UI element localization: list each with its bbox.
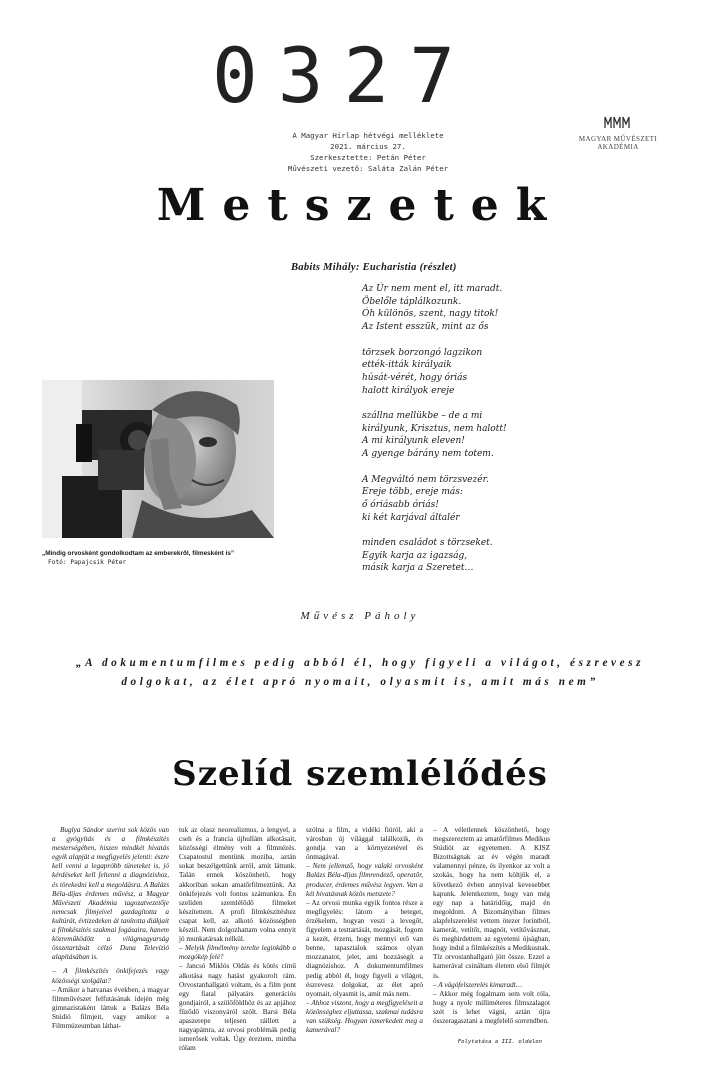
academy-name: MAGYAR MŰVÉSZETI AKADÉMIA (578, 135, 658, 151)
poem-stanza (362, 283, 582, 334)
academy-logo-block (558, 115, 678, 151)
poem-line: Az Istent esszük, mint az ős (362, 322, 489, 333)
portrait-photo (42, 380, 274, 538)
poem-line: törzsek borzongó lagzikon (362, 347, 483, 358)
poem-line: Az Úr nem ment el, itt maradt. (362, 284, 503, 294)
poem-stanza (362, 474, 582, 525)
photo-caption-block (42, 549, 302, 567)
poem-line: minden családot s törzseket. (362, 538, 493, 548)
poem-stanza (362, 347, 582, 398)
article-paragraph: – Ahhoz viszont, hogy a megfigyeléseit a közönséghez eljuttassa, szakmai tudásra van szükség. Hogyan ismerkedett meg a kamerával? (306, 998, 423, 1035)
article-paragraph: – Jancsó Miklós Oldás és kötés című alkotása nagy hatást gyakorolt rám. Orvostanhallgató voltam, és a film pont egy fiatal pályatárs generációs gondjairól, a szülőföldhöz és az apjához fűződő viszonyáról szólt. Barsi Béla apaszerepe teljesen ráillett a nagyapámra, az orvosi problémák pedig ismerősek voltak. Úgy éreztem, mintha rólam (179, 962, 296, 1053)
poem-line: A Megváltó nem törzsvezér. (362, 474, 489, 485)
article-paragraph: – A filmkészítés önkifejezés vagy közösségi szolgálat? (52, 967, 169, 985)
poem-line: Ereje több, ereje más: (362, 487, 463, 498)
poem-stanza (362, 410, 582, 461)
article-column-3 (306, 826, 423, 1053)
article-paragraph: szólna a film, a vidéki fiúról, aki a városban új világgal találkozik, és gondja van a környezetével és önmagával. (306, 826, 423, 862)
poem-line: Óh különös, szent, nagy titok! (362, 309, 499, 320)
poem-line: királyunk, Krisztus, nem halott! (362, 423, 507, 434)
poem-line: halott királyok ereje (362, 385, 455, 396)
editor-line: Szerkesztette: Petán Péter (310, 153, 426, 162)
article-paragraph: – Melyik filmélmény terelte leginkább a mozgókép felé? (179, 944, 296, 962)
supplement-line: A Magyar Hírlap hétvégi melléklete (292, 131, 444, 140)
article-paragraph: tuk az olasz neorealizmus, a lengyel, a cseh és a francia újhullám alkotásait, közösségi élmény volt a filmnézés. Csapatostul mentünk moziba, aztán sokat beszélgettünk arról, amit láttunk. Talán ennek köszönhető, hogy akkoriban sokan amatőrfilmeztünk. Az önkifejezés volt fontos számunkra. Én szelíden szemlélődő filmeket készítettem. A profi filmkészítéshez csapat kell, az alkotó közösségben készül. Nem dolgozhattam volna ennyit jó munkatársak nélkül. (179, 826, 296, 944)
art-director-line: Művészeti vezető: Saláta Zalán Péter (287, 164, 449, 173)
section-title: Metszetek (156, 180, 564, 231)
poem-line: ették-itták királyaik (362, 360, 452, 371)
poem-line: A mi királyunk eleven! (362, 436, 465, 447)
poem-line: A gyenge bárány nem totem. (362, 449, 494, 460)
article-paragraph: – A véletlennek köszönhető, hogy megszereztem az amatőrfilmes Medikus Stúdiót az egyetemen. A KISZ Bizottságnak az év végén maradt valamennyi pénze, és ilyenkor az volt a szokás, hogy ha nem költjük el, a következő évben annyival kevesebbet kapunk. Jelentkeztem, hogy van még egy nap a határidőig, majd én megoldom. A Bizományiban filmes alapfelszerelést vettem ötezer forintból, kamerát, vetítőt, magnót, vetítővásznat, és meghirdettem az egyetemi újságban, hogy indul a filmkészítés a Medikusnak. Tíz orvostanhallgató jött össze. Ezzel a kamerával csináltam életem első filmjét is. (433, 826, 550, 980)
poem-line: szállna mellükbe – de a mi (362, 411, 483, 421)
poem (362, 283, 582, 588)
pull-quote: „A dokumentumfilmes pedig abból él, hogy figyeli a világot, észrevesz dolgokat, az élet apró nyomait, olyasmit is, amit más nem” (75, 657, 645, 688)
masthead-info (268, 130, 468, 174)
issue-number: 0327 (212, 31, 476, 120)
article-column-4 (433, 826, 550, 1053)
poem-stanza (362, 537, 582, 575)
photo-caption: „Mindig orvosként gondolkodtam az emberekről, filmesként is” (42, 550, 235, 557)
article-paragraph: – A vágófelszerelés kimaradt… (433, 980, 523, 989)
poem-line: másik karja a Szeretet… (362, 563, 474, 574)
poem-line: Egyik karja az igazság, (362, 550, 468, 561)
article-paragraph: – Amikor a hatvanas években, a magyar filmművészet felfutásának idején még gimnazistaként láttuk a Balázs Béla Stúdió filmjeit, vagy amikor a Filmmúzeumban láthat- (52, 985, 169, 1030)
article-column-1 (52, 826, 169, 1053)
poem-line: ki két karjával általér (362, 512, 460, 523)
column-name: Művész Páholy (300, 610, 420, 622)
article-paragraph: – Akkor még fogalmam sem volt róla, hogy a nyolc milliméteres filmszalagot szét is lehet vágni, aztán újra összeragasztani a megfelelő sorrendben. (433, 989, 550, 1025)
poem-line: Öbelőle táplálkozunk. (362, 296, 462, 307)
article-body (52, 826, 680, 1053)
article-paragraph: – Az orvosi munka egyik fontos része a megfigyelés: látom a beteget, érzékelem, hogyan veszi a levegőt, figyelem a testtartását, mozgását, fogom a kezét, érzem, hogy mennyi erő van benne, tapasztalok számos olyan mozzanatot, jelet, ami hozzásegít a diagnózishoz. A dokumentumfilmes pedig abból él, hogy figyeli a világot, észrevesz dolgokat, az élet apró nyomait, olyasmit is, amit más nem. (306, 898, 423, 998)
article-paragraph: Buglya Sándor szerint sok közös van a gyógyítás és a filmkészítés mesterségében, hiszen mindkét hivatás egyik alapját a megfigyelés jelenti: észre kell venni a legapróbb tüneteket is, jó kérdéseket kell feltenni a diagnózishoz, és törekedni kell a megoldásra. A Balázs Béla-díjas érdemes művész, a Magyar Művészeti Akadémia tagozatvezetője nemcsak filmjeivel gazdagította a kultúrát, évtizedeken át tanította diákjait a filmkészítés szakmai fogásaira, hanem közreműködött a világmagyarság összetartását célzó Duna Televízió alapításában is. (52, 826, 169, 962)
academy-logo-icon (603, 115, 633, 129)
poem-line: ő óriásabb óriás! (362, 499, 439, 510)
poem-heading: Babits Mihály: Eucharistia (részlet) (291, 262, 457, 273)
article-title: Szelíd szemlélődés (172, 754, 548, 794)
continued-note: Folytatása a III. oldalon (457, 1039, 542, 1046)
photo-credit: Fotó: Papajcsik Péter (48, 559, 127, 566)
article-paragraph: – Nem jellemző, hogy valaki orvosként Balázs Béla-díjas filmrendező, operatőr, producer, érdemes művész legyen. Van a két hivatásnak közös metszete? (306, 862, 423, 898)
portrait-photo-image (42, 380, 274, 538)
poem-line: húsát-vérét, hogy óriás (362, 372, 468, 383)
issue-date: 2021. március 27. (330, 142, 406, 151)
article-column-2 (179, 826, 296, 1053)
